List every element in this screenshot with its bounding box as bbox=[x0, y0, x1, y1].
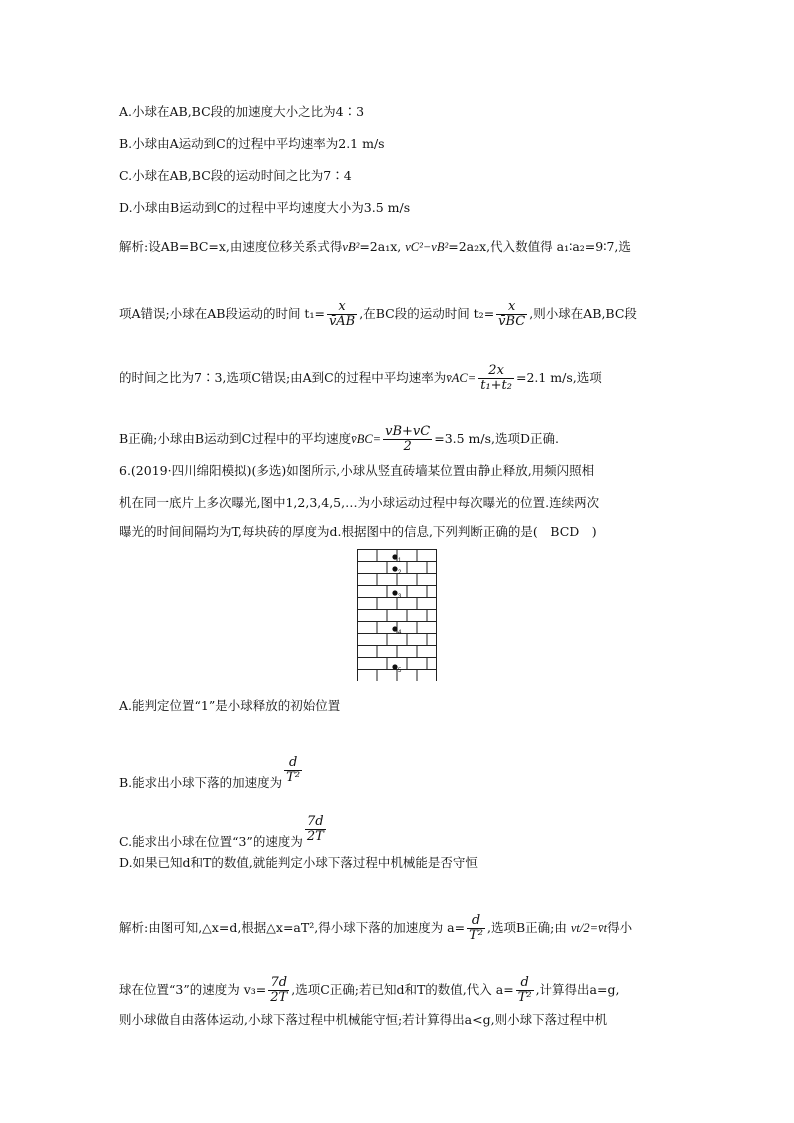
fraction-d-over-t2: $\frac{d}{\text{T²}}$ bbox=[286, 755, 301, 785]
fraction-vbc: $\frac{vB+vC}{2}$ bbox=[385, 424, 431, 454]
option-a: A.小球在AB,BC段的加速度大小之比为4∶3 bbox=[119, 104, 365, 119]
ball-label: 2 bbox=[398, 570, 402, 576]
q6-option-a: A.能判定位置“1”是小球释放的初始位置 bbox=[119, 698, 341, 713]
fraction-a: $\frac{d}{\text{T²}}$ bbox=[469, 913, 483, 943]
brick-wall-figure bbox=[357, 549, 437, 681]
ball-position bbox=[392, 566, 397, 571]
q6-option-d: D.如果已知d和T的数值,就能判定小球下落过程中机械能是否守恒 bbox=[119, 855, 478, 870]
q6-option-c: C.能求出小球在位置“3”的速度为 $\frac{7d}{2T}$ bbox=[119, 814, 324, 849]
fraction-t1: $\frac{x}{v̄AB}$ bbox=[328, 299, 356, 329]
ball-position bbox=[392, 626, 397, 631]
q6-option-b: B.能求出小球下落的加速度为 $\frac{d}{\text{T²}}$ bbox=[119, 755, 301, 790]
analysis5-line4: B正确;小球由B运动到C过程中的平均速度v̄BC= $\frac{vB+vC}{2}$ =3.5 m/s,选项D正确. bbox=[119, 424, 559, 454]
q6-stem-line1: 6.(2019·四川绵阳模拟)(多选)如图所示,小球从竖直砖墙某位置由静止释放,用频闪照相 bbox=[119, 463, 595, 478]
analysis6-line2: 球在位置“3”的速度为 v₃= $\frac{7d}{2T}$ ,选项C正确;若已知d和T的数值,代入 a= $\frac{d}{\text{T²}}$ ,计算得出a=g, bbox=[119, 975, 620, 1005]
vt-half: vt/2=v̄t bbox=[570, 921, 608, 935]
vb-squared: vB² bbox=[342, 240, 360, 254]
ball-label: 3 bbox=[398, 594, 402, 600]
fraction-t2: $\frac{x}{v̄BC}$ bbox=[498, 299, 526, 329]
q6-stem-line2: 机在同一底片上多次曝光,图中1,2,3,4,5,…为小球运动过程中每次曝光的位置.连续两次 bbox=[119, 495, 600, 510]
ball-position bbox=[392, 554, 397, 559]
fraction-vac: $\frac{2x}{\text{t₁+t₂}}$ bbox=[480, 363, 512, 393]
q6-stem-line3: 曝光的时间间隔均为T,每块砖的厚度为d.根据图中的信息,下列判断正确的是( BCD ) bbox=[119, 524, 597, 539]
ball-label: 4 bbox=[398, 630, 402, 636]
option-b: B.小球由A运动到C的过程中平均速率为2.1 m/s bbox=[119, 136, 385, 151]
brick-row bbox=[358, 610, 437, 622]
fraction-a2: $\frac{d}{\text{T²}}$ bbox=[517, 975, 532, 1005]
ball-label: 1 bbox=[398, 558, 402, 564]
fraction-v3: $\frac{7d}{2T}$ bbox=[270, 975, 288, 1005]
analysis5-line2: 项A错误;小球在AB段运动的时间 t₁= $\frac{x}{v̄AB}$ ,在BC段的运动时间 t₂= $\frac{x}{v̄BC}$ ,则小球在AB,BC段 bbox=[119, 299, 637, 329]
ball-position bbox=[392, 590, 397, 595]
vc2-minus-vb2: vC²−vB² bbox=[405, 240, 449, 254]
brick-row bbox=[358, 634, 437, 646]
ball-position bbox=[392, 664, 397, 669]
analysis6-line3: 则小球做自由落体运动,小球下落过程中机械能守恒;若计算得出a<g,则小球下落过程中机 bbox=[119, 1012, 608, 1027]
fraction-7d-over-2t: $\frac{7d}{2T}$ bbox=[306, 814, 324, 844]
option-d: D.小球由B运动到C的过程中平均速度大小为3.5 m/s bbox=[119, 200, 411, 215]
analysis5-line3: 的时间之比为7∶3,选项C错误;由A到C的过程中平均速率为v̄AC= $\frac{2x}{\text{t₁+t₂}}$ =2.1 m/s,选项 bbox=[119, 363, 602, 393]
option-c: C.小球在AB,BC段的运动时间之比为7∶4 bbox=[119, 168, 352, 183]
analysis5-line1: 解析:设AB=BC=x,由速度位移关系式得vB²=2a₁x, vC²−vB²=2a₂x,代入数值得 a₁∶a₂=9∶7,选 bbox=[119, 239, 631, 254]
analysis6-line1: 解析:由图可知,△x=d,根据△x=aT²,得小球下落的加速度为 a= $\frac{d}{\text{T²}}$ ,选项B正确;由 vt/2=v̄t得小 bbox=[119, 913, 633, 943]
ball-label: 5 bbox=[398, 668, 402, 674]
